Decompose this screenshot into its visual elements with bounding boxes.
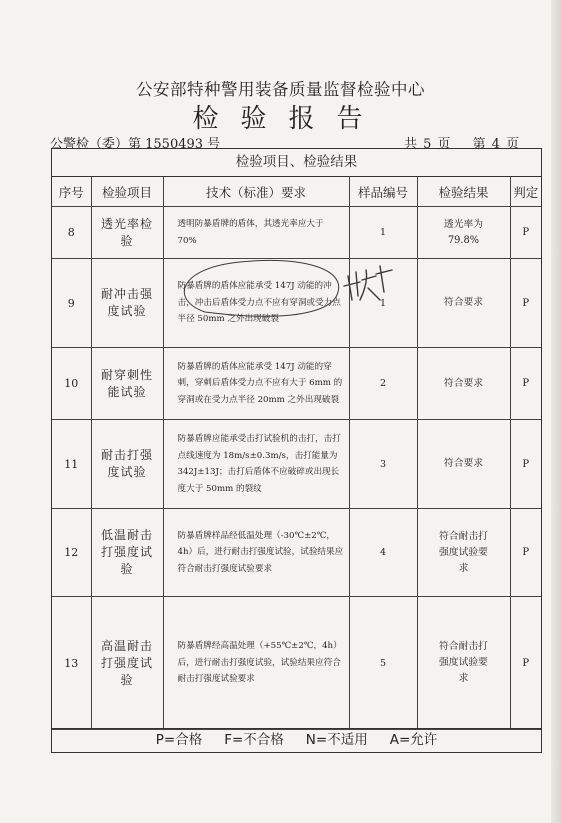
table-row	[52, 420, 541, 509]
row-result: 符合要求	[417, 420, 510, 509]
title-char: 检	[192, 104, 241, 134]
report-title	[0, 98, 561, 135]
table-row	[52, 509, 541, 597]
row-sample: 3	[349, 420, 417, 509]
row-item: 耐击打强度试验	[91, 420, 163, 509]
header-no: 序号	[52, 177, 91, 207]
verdict-legend	[52, 728, 541, 752]
title-char: 验	[240, 104, 289, 134]
organization-name: 公安部特种警用装备质量监督检验中心	[136, 80, 425, 99]
results-frame	[51, 148, 542, 753]
table-row	[52, 597, 541, 730]
row-verdict: P	[510, 348, 541, 420]
row-item: 耐冲击强度试验	[91, 259, 163, 348]
row-item: 耐穿刺性能试验	[91, 348, 163, 420]
row-sample: 4	[349, 509, 417, 597]
section-title: 检验项目、检验结果	[52, 149, 541, 177]
row-no: 12	[52, 509, 91, 597]
row-verdict: P	[510, 207, 541, 259]
row-verdict: P	[510, 597, 541, 730]
row-requirement: 防暴盾牌样品经低温处理（-30℃±2℃，4h）后，进行耐击打强度试验，试验结果应符合耐击打强度试验要求	[163, 509, 349, 597]
row-no: 8	[52, 207, 91, 259]
table-row	[52, 348, 541, 420]
row-verdict: P	[510, 509, 541, 597]
legend-allowed: A=允许	[389, 732, 438, 748]
results-table	[52, 177, 541, 730]
row-verdict: P	[510, 259, 541, 348]
row-sample: 1	[349, 207, 417, 259]
header-result: 检验结果	[417, 177, 510, 207]
row-requirement: 防暴盾牌的盾体应能承受 147J 动能的冲击，冲击后盾体受力点不应有穿洞或受力点半径 50mm 之外出现破裂	[163, 259, 349, 348]
row-verdict: P	[510, 420, 541, 509]
row-requirement: 防暴盾牌的盾体应能承受 147J 动能的穿刺，穿刺后盾体受力点不应有大于 6mm 的穿洞或在受力点半径 20mm 之外出现破裂	[163, 348, 349, 420]
total-pages: 共 5 页	[404, 137, 451, 152]
row-requirement: 防暴盾牌应能承受击打试验机的击打，击打点线速度为 18m/s±0.3m/s，击打能量为 342J±13J；击打后盾体不应破碎或出现长度大于 50mm 的裂纹	[163, 420, 349, 509]
row-requirement: 透明防暴盾牌的盾体，其透光率应大于 70%	[163, 207, 349, 259]
row-item: 低温耐击打强度试验	[91, 509, 163, 597]
header-requirement: 技术（标准）要求	[163, 177, 349, 207]
row-item: 高温耐击打强度试验	[91, 597, 163, 730]
legend-not-applicable: N=不适用	[305, 732, 368, 748]
title-char: 告	[336, 104, 385, 134]
row-result: 透光率为 79.8%	[417, 207, 510, 259]
row-item: 透光率检验	[91, 207, 163, 259]
report-number: 公警检（委）第 1550493 号	[50, 137, 221, 152]
row-no: 13	[52, 597, 91, 730]
row-sample: 5	[349, 597, 417, 730]
header-sample: 样品编号	[349, 177, 417, 207]
header-verdict: 判定	[510, 177, 541, 207]
legend-fail: F=不合格	[224, 732, 284, 748]
row-no: 10	[52, 348, 91, 420]
row-sample: 1	[349, 259, 417, 348]
row-result: 符合耐击打强度试验要求	[417, 597, 510, 730]
title-char: 报	[288, 104, 337, 134]
table-row	[52, 259, 541, 348]
row-no: 9	[52, 259, 91, 348]
row-sample: 2	[349, 348, 417, 420]
row-result: 符合要求	[417, 348, 510, 420]
current-page: 第 4 页	[472, 137, 520, 152]
legend-pass: P=合格	[155, 732, 203, 748]
table-row	[52, 207, 541, 259]
row-requirement: 防暴盾牌经高温处理（+55℃±2℃，4h）后，进行耐击打强度试验，试验结果应符合耐击打强度试验要求	[163, 597, 349, 730]
row-result: 符合要求	[417, 259, 510, 348]
table-header-row	[52, 177, 541, 207]
row-no: 11	[52, 420, 91, 509]
row-result: 符合耐击打强度试验要求	[417, 509, 510, 597]
header-item: 检验项目	[91, 177, 163, 207]
